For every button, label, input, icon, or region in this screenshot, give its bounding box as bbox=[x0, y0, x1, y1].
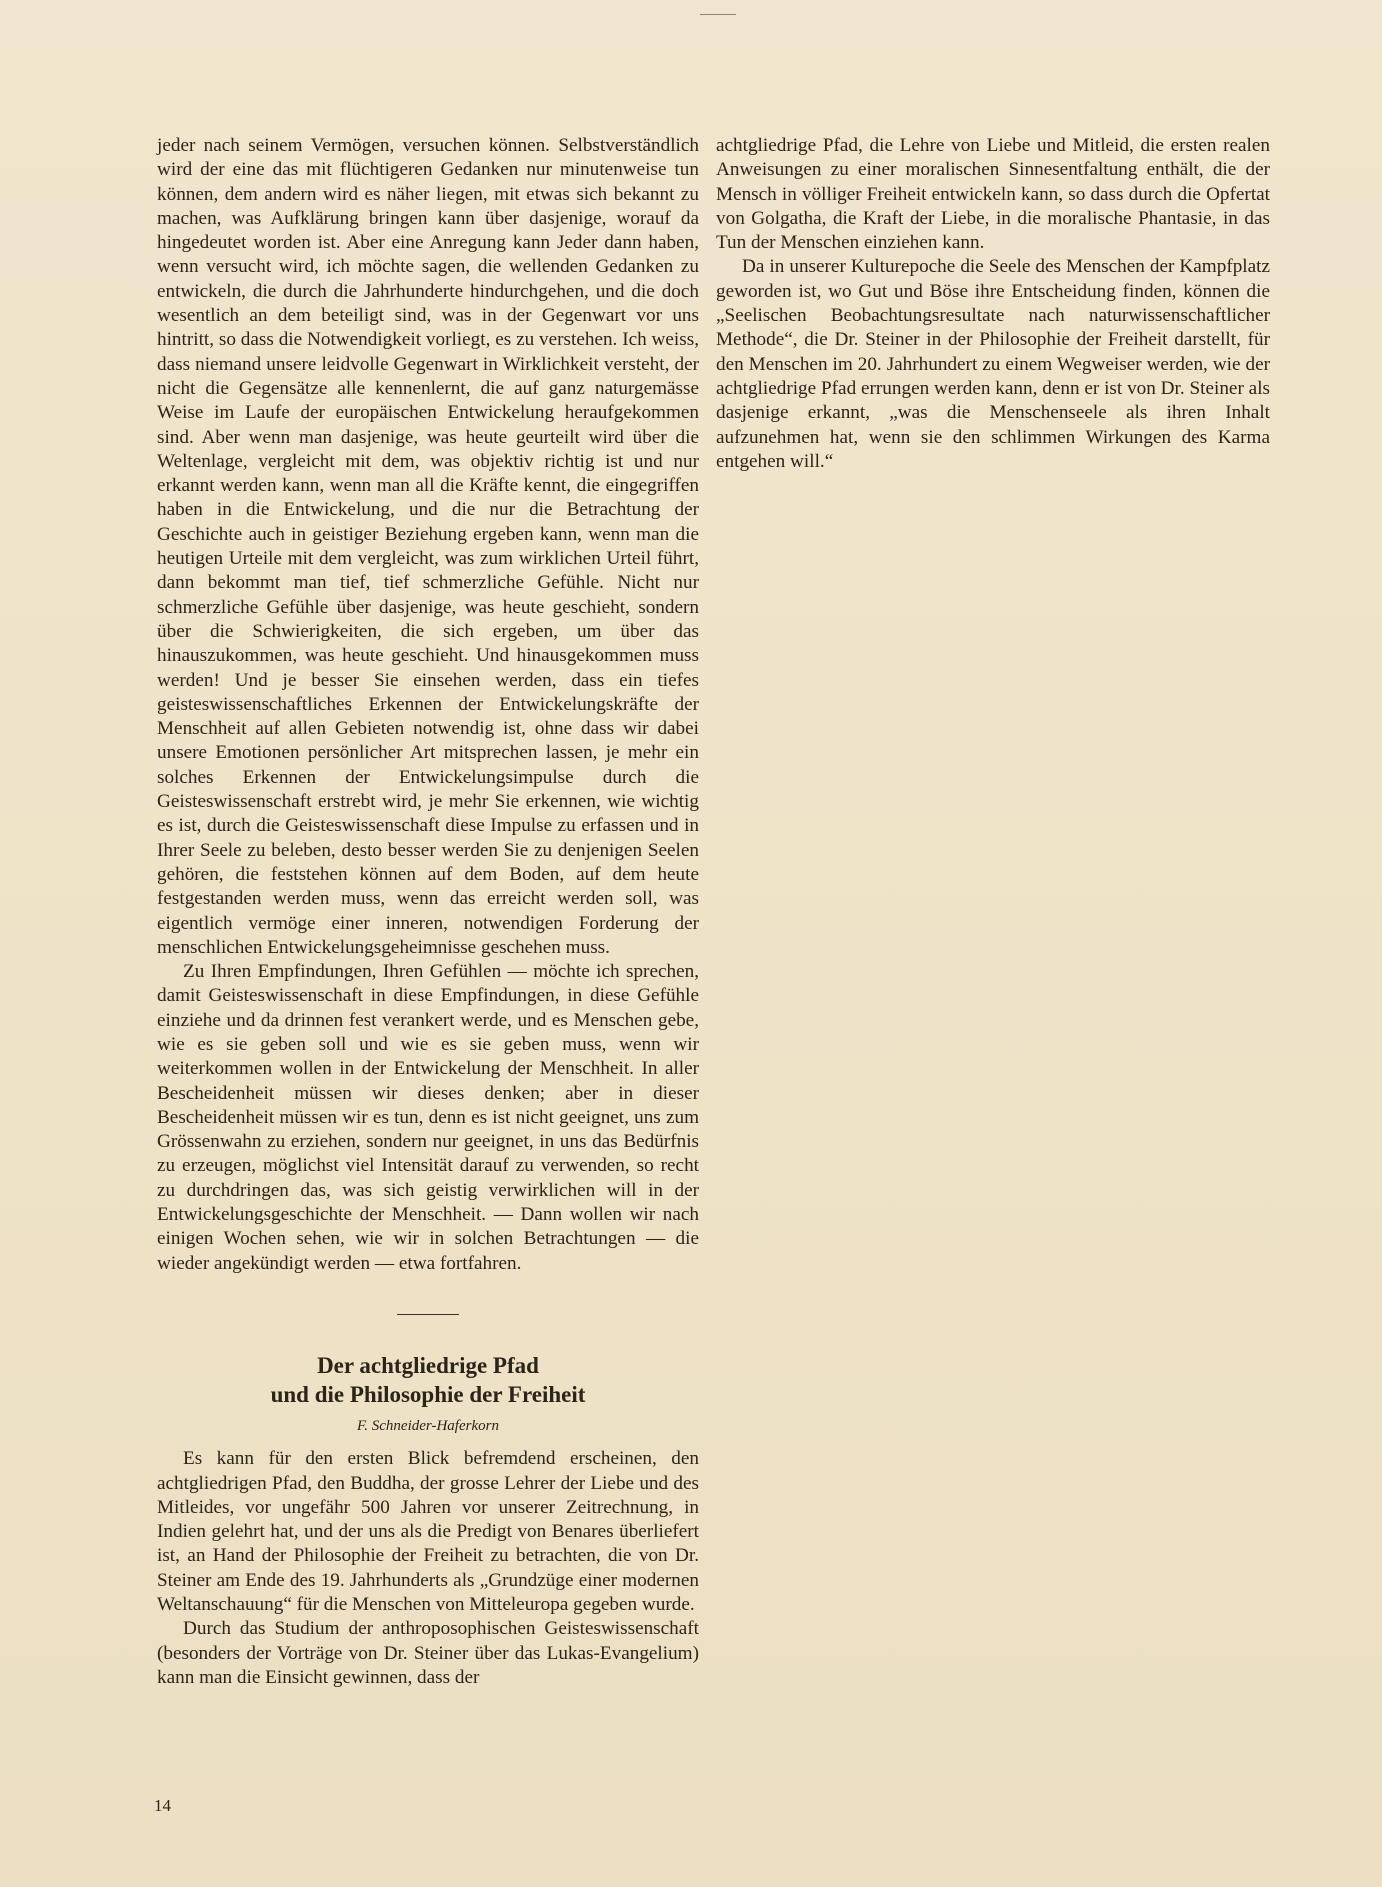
paragraph: jeder nach seinem Vermögen, versuchen können. Selbstverständlich wird der eine das mit flüchtigeren Gedanken nur minutenweise tun können, dem andern wird es näher liegen, mit etwas sich bekannt zu machen, was Aufklärung bringen kann über dasjenige, worauf da hingedeutet worden ist. Aber eine Anregung kann Jeder dann haben, wenn versucht wird, ich möchte sagen, die wellenden Gedanken zu entwickeln, die durch die Jahrhunderte hindurchgehen, und die doch wesentlich an dem beteiligt sind, was in der Gegenwart vor uns hintritt, so dass die Notwendigkeit vorliegt, es zu verstehen. Ich weiss, dass niemand unsere leidvolle Gegenwart in Wirklichkeit versteht, der nicht die Gegensätze alle kennenlernt, die auf ganz naturgemässe Weise im Laufe der europäischen Entwickelung heraufgekommen sind. Aber wenn man dasjenige, was heute geurteilt wird über die Weltenlage, vergleicht mit dem, was objektiv richtig ist und nur erkannt werden kann, wenn man all die Kräfte kennt, die eingegriffen haben in die Entwickelung, und die nur die Betrachtung der Geschichte auch in geistiger Beziehung ergeben kann, wenn man die heutigen Urteile mit dem vergleicht, was zum wirklichen Urteil führt, dann bekommt man tief, tief schmerzliche Gefühle. Nicht nur schmerzliche Gefühle über dasjenige, was heute geschieht, sondern über die Schwierigkeiten, die sich ergeben, um über das hinauszukommen, was heute geschieht. Und hinausgekommen muss werden! Und je besser Sie einsehen werden, dass ein tiefes geisteswissenschaftliches Erkennen der Entwickelungskräfte der Menschheit auf allen Gebieten notwendig ist, ohne dass wir dabei unsere Emotionen persönlicher Art mitsprechen lassen, je mehr ein solches Erkennen der Entwickelungsimpulse durch die Geisteswissenschaft erstrebt wird, je mehr Sie erkennen, wie wichtig es ist, durch die Geisteswissenschaft diese Impulse zu erfassen und in Ihrer Seele zu beleben, desto besser werden Sie zu denjenigen Seelen gehören, die feststehen können auf dem Boden, auf dem heute festgestanden werden muss, wenn das erreicht werden soll, was eigentlich vermöge einer inneren, notwendigen Forderung der menschlichen Entwickelungsgeheimnisse geschehen muss. bbox=[157, 135, 699, 958]
paragraph: achtgliedrige Pfad, die Lehre von Liebe und Mitleid, die ersten realen Anweisungen zu einer moralischen Sinnesentfaltung enthält, die der Mensch in völliger Freiheit entwickeln kann, so dass durch die Opfertat von Golgatha, die Kraft der Liebe, in die moralische Phantasie, in das Tun der Menschen einziehen kann. bbox=[716, 135, 1270, 254]
article-title-line-1: Der achtgliedrige Pfad bbox=[317, 1352, 539, 1378]
paragraph: Da in unserer Kulturepoche die Seele des Menschen der Kampfplatz geworden ist, wo Gut und Böse ihre Entscheidung finden, können die „Seelischen Beobachtungsresultate nach naturwissenschaftlicher Methode“, die Dr. Steiner in der Philosophie der Freiheit darstellt, für den Menschen im 20. Jahrhundert zu einem Wegweiser werden, wie der achtgliedrige Pfad errungen werden kann, denn er ist von Dr. Steiner als dasjenige erkannt, „was die Menschenseele als ihren Inhalt aufzunehmen hat, wenn sie den schlimmen Wirkungen des Karma entgehen will.“ bbox=[716, 256, 1270, 472]
article-title-line-2: und die Philosophie der Freiheit bbox=[270, 1381, 586, 1407]
article-author: F. Schneider-Haferkorn bbox=[357, 1417, 499, 1434]
left-column bbox=[157, 134, 699, 1690]
paragraph: Es kann für den ersten Blick befremdend erscheinen, den achtgliedrigen Pfad, den Buddha, der grosse Lehrer der Liebe und des Mitleides, vor ungefähr 500 Jahren vor unserer Zeitrechnung, in Indien gelehrt hat, und der uns als die Predigt von Benares überliefert ist, an Hand der Philosophie der Freiheit zu betrachten, die von Dr. Steiner am Ende des 19. Jahrhunderts als „Grundzüge einer modernen Weltanschauung“ für die Menschen von Mitteleuropa gegeben wurde. bbox=[157, 1448, 699, 1616]
section-divider bbox=[397, 1314, 459, 1315]
right-column bbox=[716, 134, 1270, 474]
article-title bbox=[157, 1351, 699, 1409]
top-margin-mark bbox=[700, 14, 736, 15]
paragraph: Durch das Studium der anthroposophischen Geisteswissenschaft (besonders der Vorträge von Dr. Steiner über das Lukas-Evangelium) kann man die Einsicht gewinnen, dass der bbox=[157, 1618, 699, 1688]
paragraph: Zu Ihren Empfindungen, Ihren Gefühlen — möchte ich sprechen, damit Geisteswissenschaft in diese Empfindungen, in diese Gefühle einziehe und da drinnen fest verankert werde, und es Menschen gebe, wie es sie geben soll und wie es sie geben muss, wenn wir weiterkommen wollen in der Entwickelung der Menschheit. In aller Bescheidenheit müssen wir dieses denken; aber in dieser Bescheidenheit müssen wir es tun, denn es ist nicht geeignet, uns zum Grössenwahn zu erziehen, sondern nur geeignet, in uns das Bedürfnis zu erzeugen, möglichst viel Intensität darauf zu verwenden, so recht zu durchdringen das, was sich geistig verwirklichen will in der Entwickelungsgeschichte der Menschheit. — Dann wollen wir nach einigen Wochen sehen, wie wir in solchen Betrachtungen — die wieder angekündigt werden — etwa fortfahren. bbox=[157, 961, 699, 1274]
page-number: 14 bbox=[154, 1796, 171, 1815]
